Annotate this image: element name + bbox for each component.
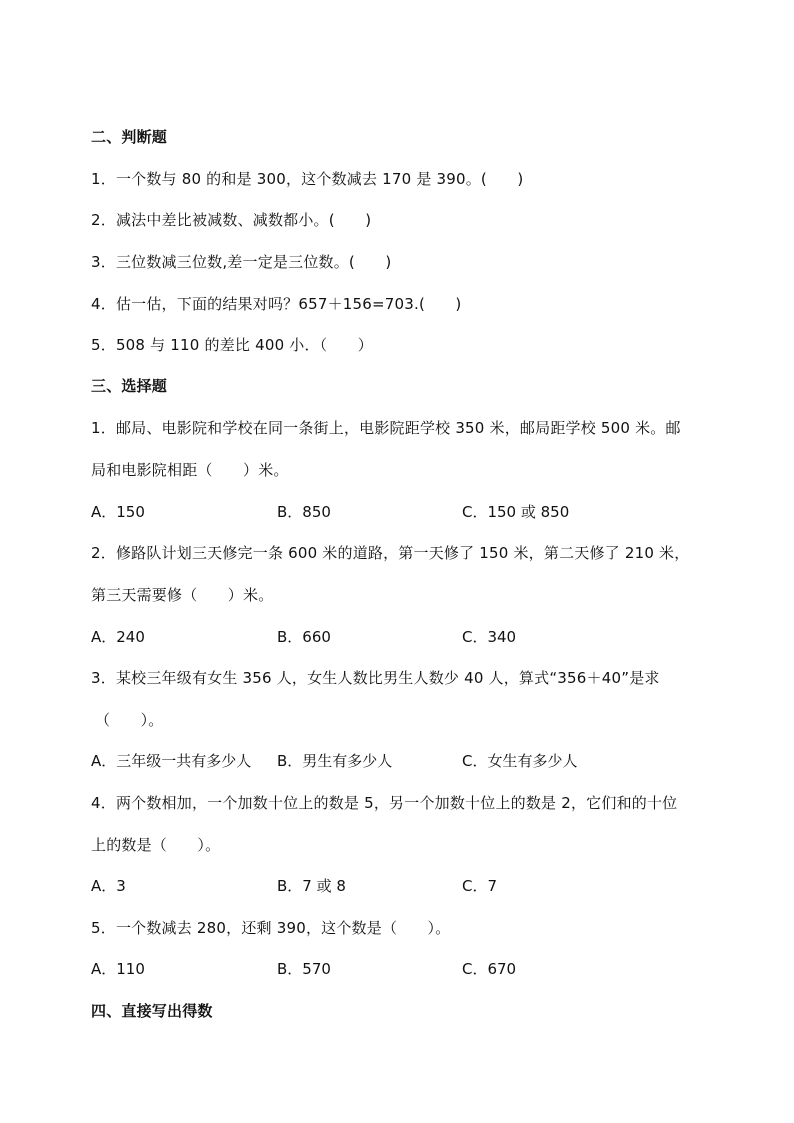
choice-q2-line2: 第三天需要修（ ）米。: [91, 586, 274, 604]
choice-q1-line2: 局和电影院相距（ ）米。: [91, 461, 289, 479]
choice-q2-option-b: B．660: [277, 628, 331, 646]
choice-q3-option-a: A．三年级一共有多少人: [91, 752, 252, 770]
choice-q3-option-b: B．男生有多少人: [277, 752, 393, 770]
choice-q5-option-b: B．570: [277, 960, 331, 978]
choice-q4-line2: 上的数是（ ）。: [91, 836, 221, 854]
choice-q3-line2: （ ）。: [95, 711, 164, 729]
choice-q1-line1: 1．邮局、电影院和学校在同一条街上，电影院距学校 350 米，邮局距学校 500 米。邮: [91, 419, 681, 437]
choice-q5-option-c: C．670: [462, 960, 517, 978]
section-title-choice: 三、选择题: [91, 377, 168, 395]
choice-q5-line1: 5．一个数减去 280，还剩 390，这个数是（ ）。: [91, 919, 451, 937]
choice-q2-option-a: A．240: [91, 628, 145, 646]
judgement-item-2: 2．减法中差比被减数、减数都小。( ): [91, 211, 372, 229]
choice-q4-line1: 4．两个数相加，一个加数十位上的数是 5，另一个加数十位上的数是 2，它们和的十位: [91, 794, 678, 812]
section-title-direct-answer: 四、直接写出得数: [91, 1002, 213, 1020]
judgement-item-4: 4．估一估，下面的结果对吗？657＋156=703.( ): [91, 295, 462, 313]
choice-q4-option-b: B．7 或 8: [277, 877, 346, 895]
choice-q3-line1: 3．某校三年级有女生 356 人，女生人数比男生人数少 40 人，算式“356＋40”是求: [91, 669, 660, 687]
choice-q3-option-c: C．女生有多少人: [462, 752, 578, 770]
judgement-item-5: 5．508 与 110 的差比 400 小．（ ）: [91, 336, 373, 354]
choice-q1-option-a: A．150: [91, 503, 145, 521]
choice-q2-line1: 2．修路队计划三天修完一条 600 米的道路，第一天修了 150 米，第二天修了 210 米，: [91, 544, 690, 562]
choice-q1-option-c: C．150 或 850: [462, 503, 570, 521]
section-title-judgement: 二、判断题: [91, 128, 168, 146]
choice-q2-option-c: C．340: [462, 628, 517, 646]
choice-q1-option-b: B．850: [277, 503, 331, 521]
choice-q4-option-a: A．3: [91, 877, 126, 895]
judgement-item-1: 1．一个数与 80 的和是 300，这个数减去 170 是 390。( ): [91, 170, 524, 188]
choice-q4-option-c: C．7: [462, 877, 498, 895]
choice-q5-option-a: A．110: [91, 960, 145, 978]
judgement-item-3: 3．三位数减三位数,差一定是三位数。( ): [91, 253, 392, 271]
